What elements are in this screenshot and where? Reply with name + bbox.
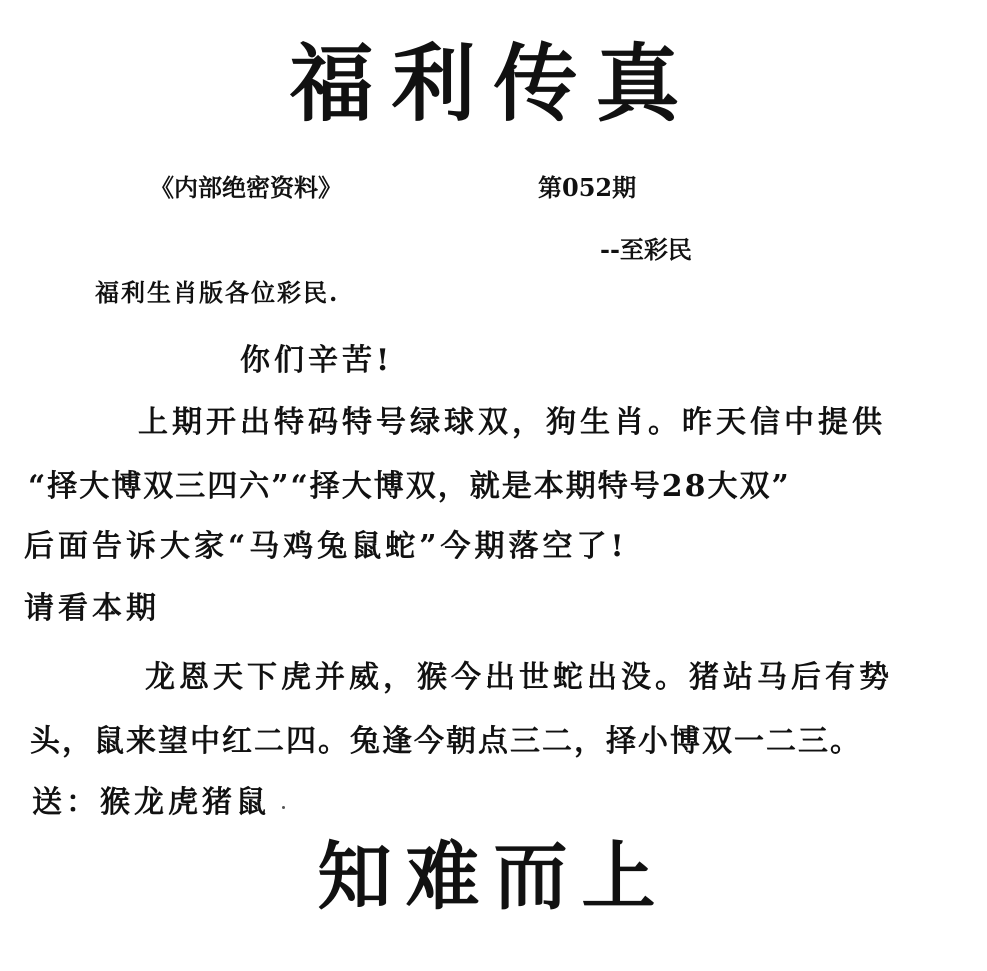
body-line-1: 上期开出特码特号绿球双，狗生肖。昨天信中提供 — [138, 405, 886, 440]
greeting-line-2: 你们辛苦! — [240, 343, 394, 378]
body-line-4: 请看本期 — [24, 591, 160, 626]
body-line-3: 后面告诉大家“马鸡兔鼠蛇”今期落空了! — [24, 529, 628, 564]
body-line-6: 头，鼠来望中红二四。兔逢今朝点三二，择小博双一二三。 — [30, 724, 862, 759]
body-line-2: “择大博双三四六”“择大博双，就是本期特号28大双” — [28, 469, 791, 504]
page-title: 福利传真 — [289, 34, 698, 133]
footer-title: 知难而上 — [317, 834, 670, 920]
scan-speck — [282, 806, 285, 809]
document-subtitle: 《内部绝密资料》 — [150, 173, 342, 202]
body-line-7: 送：猴龙虎猪鼠 — [32, 785, 270, 820]
body-line-5: 龙恩天下虎并威，猴今出世蛇出没。猪站马后有势 — [145, 660, 893, 695]
greeting-line: 福利生肖版各位彩民. — [95, 278, 340, 307]
recipient-line: --至彩民 — [600, 235, 692, 264]
issue-number: 第052期 — [538, 173, 637, 202]
